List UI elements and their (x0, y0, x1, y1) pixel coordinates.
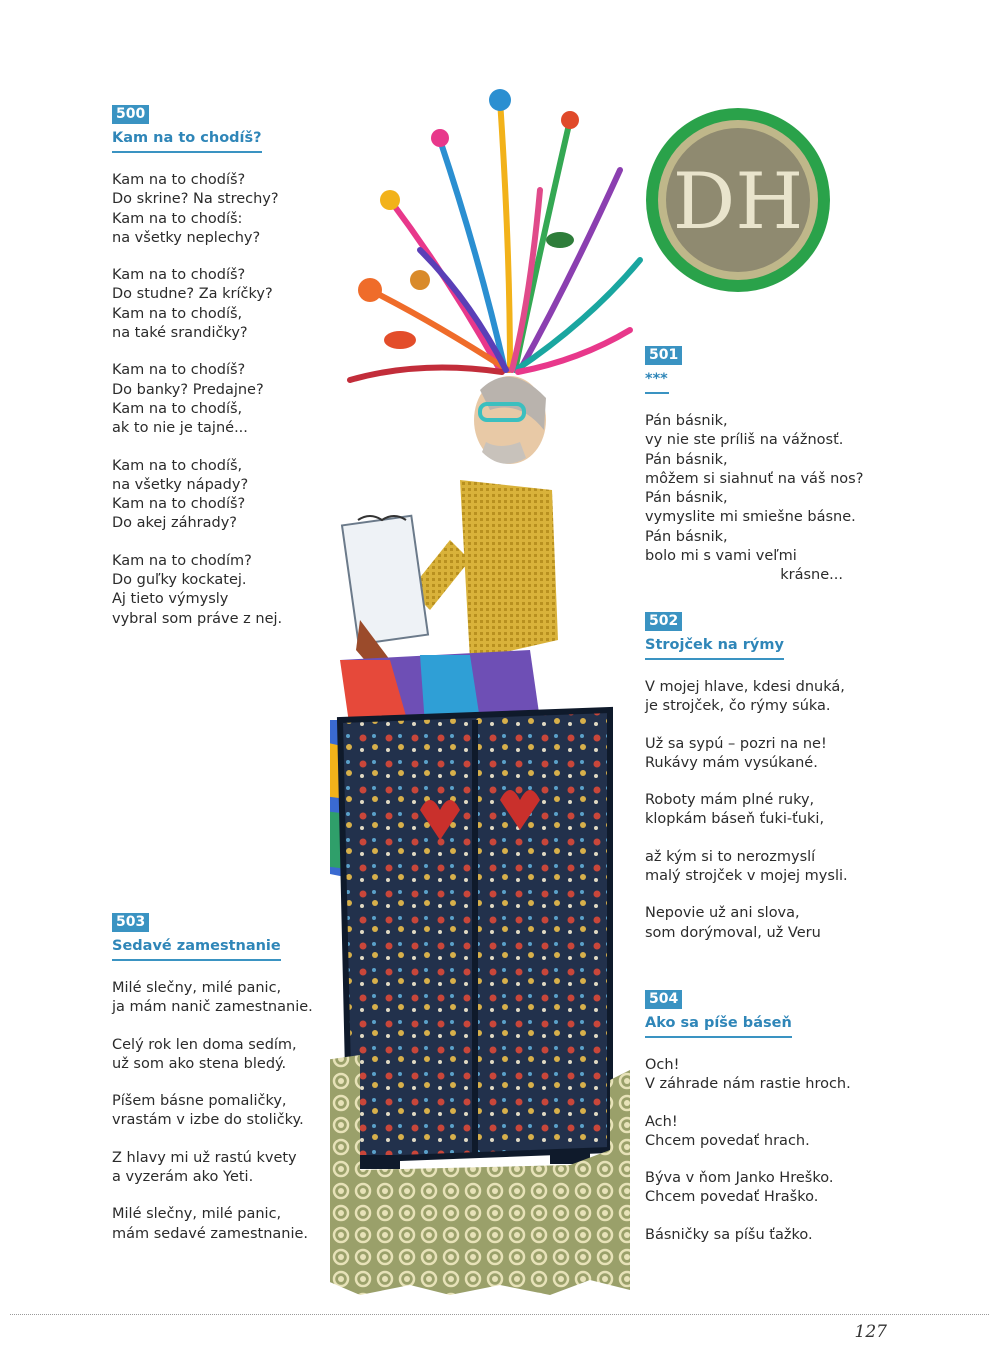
flower-burst (350, 89, 640, 380)
monogram-medallion (646, 108, 830, 292)
poem-line: Kam na to chodíš, (112, 305, 243, 322)
poem-500 (112, 103, 282, 647)
poem-line: Roboty mám plné ruky, (645, 792, 815, 809)
poem-line: Chcem povedať Hraško. (645, 1189, 819, 1206)
poem-body (112, 171, 282, 629)
poem-line: vy nie ste príliš na vážnosť. (645, 432, 844, 449)
poem-title: Strojček na rýmy (645, 637, 784, 660)
poem-line: V mojej hlave, kdesi dnuká, (645, 679, 845, 695)
poem-line: Aj tieto výmysly (112, 591, 229, 608)
poem-number: 500 (112, 105, 149, 124)
stanza (112, 552, 282, 629)
poem-line: Kam na to chodíš: (112, 210, 243, 227)
poem-line: Do banky? Predajne? (112, 381, 264, 398)
stanza (112, 457, 282, 534)
poem-line: Pán básnik, (645, 528, 728, 545)
poem-line: Milé slečny, milé panic, (112, 980, 282, 996)
poem-line: Kam na to chodíš? (112, 267, 246, 284)
poem-number: 503 (112, 913, 149, 932)
stanza (112, 1149, 313, 1188)
poet-illustration (330, 80, 840, 1300)
poem-503 (112, 911, 313, 1262)
poem-number: 501 (645, 346, 682, 365)
poem-line: Kam na to chodíš? (112, 362, 246, 379)
poem-line: ak to nie je tajné... (112, 420, 248, 437)
poem-line: už som ako stena bledý. (112, 1055, 287, 1072)
poem-line: na všetky nápady? (112, 476, 249, 493)
poem-line: vybral som práve z nej. (112, 610, 283, 627)
poem-line: Pán básnik, (645, 490, 728, 507)
poem-line: a vyzerám ako Yeti. (112, 1169, 254, 1186)
poem-line: mám sedavé zamestnanie. (112, 1225, 309, 1242)
poem-line: krásne... (780, 567, 843, 584)
poem-line: Do skrine? Na strechy? (112, 191, 279, 208)
poem-line: Do akej záhrady? (112, 515, 237, 532)
poem-title: Kam na to chodíš? (112, 130, 262, 153)
poem-line: Do studne? Za kríčky? (112, 286, 273, 303)
poem-number: 504 (645, 990, 682, 1009)
poem-line: až kým si to nerozmyslí (645, 848, 816, 865)
poem-body (112, 979, 313, 1244)
poem-line: klopkám báseň ťuki-ťuki, (645, 811, 825, 828)
poem-number: 502 (645, 612, 682, 631)
monogram-text: DH (672, 157, 804, 247)
poem-line: Už sa sypú – pozri na ne! (645, 735, 827, 752)
poem-line: môžem si siahnuť na váš nos? (645, 470, 864, 487)
poem-line: Milé slečny, milé panic, (112, 1206, 282, 1223)
poem-title: Sedavé zamestnanie (112, 938, 281, 961)
painted-cabinet (340, 710, 610, 1169)
poem-line: som dorýmoval, už Veru (645, 924, 821, 941)
poem-line: Do guľky kockatej. (112, 572, 247, 589)
poem-line: Pán básnik, (645, 413, 728, 429)
poem-line: malý strojček v mojej mysli. (645, 868, 848, 885)
stanza (112, 361, 282, 438)
stanza (112, 1036, 313, 1075)
poem-line: Kam na to chodíš? (112, 172, 246, 188)
poem-line: bolo mi s vami veľmi (645, 548, 797, 565)
poem-line: vrastám v izbe do stoličky. (112, 1112, 304, 1129)
poem-line: Býva v ňom Janko Hreško. (645, 1170, 834, 1187)
poem-line: Básničky sa píšu ťažko. (645, 1226, 813, 1243)
poem-line: je strojček, čo rýmy súka. (645, 698, 831, 715)
poem-line: Kam na to chodíš, (112, 457, 243, 474)
stanza (112, 1092, 313, 1131)
poem-line: vymyslite mi smiešne básne. (645, 509, 856, 526)
poem-line: na také srandičky? (112, 325, 248, 342)
page-number: 127 (854, 1322, 887, 1342)
poem-line: Chcem povedať hrach. (645, 1132, 810, 1149)
poem-line: na všetky neplechy? (112, 229, 261, 246)
poem-line: Kam na to chodím? (112, 552, 252, 569)
stanza (112, 171, 282, 248)
poem-line: ja mám nanič zamestnanie. (112, 999, 313, 1016)
poem-line: Kam na to chodíš? (112, 496, 246, 513)
stanza (112, 1205, 313, 1244)
footer-divider (10, 1314, 989, 1315)
poem-line: Rukávy mám vysúkané. (645, 754, 818, 771)
poem-line: V záhrade nám rastie hroch. (645, 1076, 851, 1093)
poem-line: Celý rok len doma sedím, (112, 1036, 297, 1053)
stanza (112, 266, 282, 343)
poem-line: Nepovie už ani slova, (645, 905, 800, 922)
poem-line: Pán básnik, (645, 451, 728, 468)
poem-line: Píšem básne pomaličky, (112, 1093, 287, 1110)
poem-line: Ach! (645, 1113, 678, 1130)
stanza (112, 979, 313, 1018)
poem-line: Kam na to chodíš, (112, 400, 243, 417)
poem-title: Ako sa píše báseň (645, 1015, 792, 1038)
poem-line: Z hlavy mi už rastú kvety (112, 1149, 297, 1166)
poem-title: *** (645, 371, 669, 394)
poem-line: Och! (645, 1057, 680, 1073)
